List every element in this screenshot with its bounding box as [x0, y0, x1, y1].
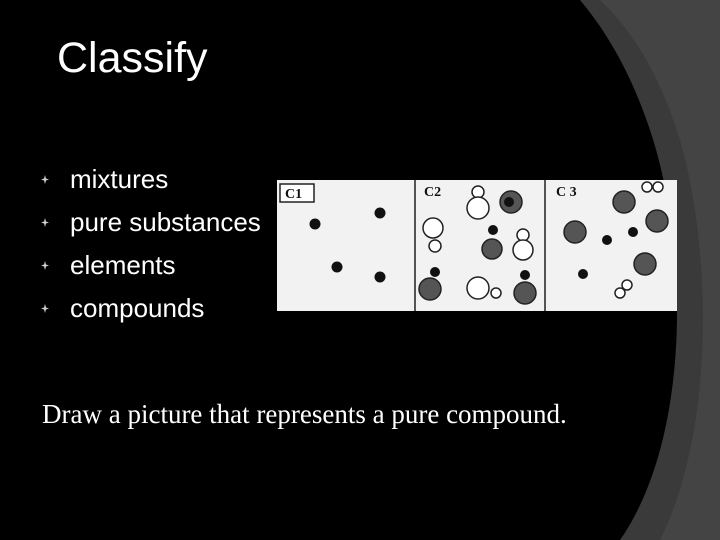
bullet-star-icon: [38, 158, 52, 201]
small-dark-atom: [520, 270, 530, 280]
large-dark-atom: [564, 221, 586, 243]
small-open-atom: [615, 288, 625, 298]
bullet-star-icon: [38, 287, 52, 330]
single-atom: [375, 272, 386, 283]
small-dark-atom: [628, 227, 638, 237]
large-dark-atom: [646, 210, 668, 232]
large-dark-atom: [482, 239, 502, 259]
small-open-atom: [517, 229, 529, 241]
small-dark-atom: [430, 267, 440, 277]
bullet-star-icon: [38, 244, 52, 287]
bullet-label: compounds: [70, 293, 205, 323]
small-open-atom: [472, 186, 484, 198]
small-open-atom: [491, 288, 501, 298]
small-dark-atom: [488, 225, 498, 235]
single-atom: [310, 219, 321, 230]
small-open-atom: [642, 182, 652, 192]
small-open-atom: [653, 182, 663, 192]
large-dark-atom: [613, 191, 635, 213]
large-open-atom: [513, 240, 533, 260]
slide-title: Classify: [57, 34, 208, 82]
small-dark-atom: [504, 197, 514, 207]
panel-label-c1: C1: [285, 187, 303, 202]
large-dark-atom: [514, 282, 536, 304]
large-open-atom: [423, 218, 443, 238]
bullet-item-mixtures: [38, 158, 261, 201]
small-open-atom: [429, 240, 441, 252]
panel-label-c2: C2: [424, 185, 442, 200]
large-open-atom: [467, 197, 489, 219]
single-atom: [375, 208, 386, 219]
bullet-label: mixtures: [70, 164, 169, 194]
bullet-item-elements: [38, 244, 261, 287]
question-prompt: Draw a picture that represents a pure compound.: [42, 399, 567, 429]
bullet-label: elements: [70, 250, 176, 280]
bullet-item-compounds: [38, 287, 261, 330]
bullet-item-pure-substances: [38, 201, 261, 244]
bullet-star-icon: [38, 201, 52, 244]
particle-diagram: [277, 180, 677, 311]
large-dark-atom: [634, 253, 656, 275]
large-dark-atom: [419, 278, 441, 300]
panel-label-c3: C 3: [556, 185, 577, 200]
bullet-label: pure substances: [70, 207, 261, 237]
bullet-list: [38, 158, 261, 330]
small-dark-atom: [578, 269, 588, 279]
single-atom: [332, 262, 343, 273]
large-open-atom: [467, 277, 489, 299]
small-dark-atom: [602, 235, 612, 245]
